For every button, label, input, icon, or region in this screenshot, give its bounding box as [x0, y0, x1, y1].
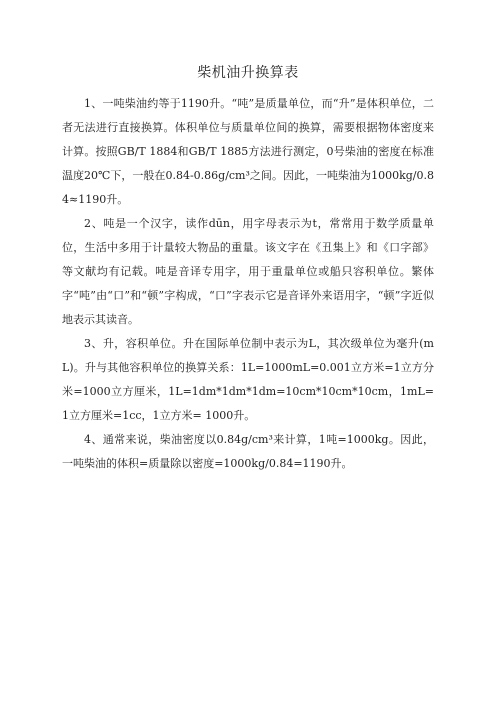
paragraph-3: 3、升，容积单位。升在国际单位制中表示为L，其次级单位为毫升(mL)。升与其他容积单位的换算关系：1L=1000mL=0.001立方米=1立方分米=1000立方厘米，1L=1dm*1dm*1dm=10cm*10cm*10cm，1mL=1立方厘米=1cc，1立方米= 1000升。	[62, 337, 434, 422]
paragraph-1: 1、一吨柴油约等于1190升。“吨”是质量单位，而“升”是体积单位，二者无法进行直接换算。体积单位与质量单位间的换算，需要根据物体密度来计算。按照GB/T 1884和GB/T 1885方法进行测定，0号柴油的密度在标准温度20℃下，一般在0.84-0.86g/cm³之间。因此，一吨柴油为1000kg/0.84≈1190升。	[62, 97, 434, 206]
document-title: 柴机油升换算表	[197, 65, 299, 81]
paragraph-4: 4、通常来说，柴油密度以0.84g/cm³来计算，1吨=1000kg。因此，一吨柴油的体积=质量除以密度=1000kg/0.84=1190升。	[62, 433, 434, 470]
paragraph-2: 2、吨是一个汉字，读作dūn，用字母表示为t，常常用于数学质量单位，生活中多用于计量较大物品的重量。该文字在《丑集上》和《口字部》等文献均有记载。吨是音译专用字，用于重量单位或船只容积单位。繁体字“吨”由“口”和“顿”字构成，“口”字表示它是音译外来语用字，“顿”字近似地表示其读音。	[62, 217, 434, 326]
document-body	[62, 92, 434, 476]
